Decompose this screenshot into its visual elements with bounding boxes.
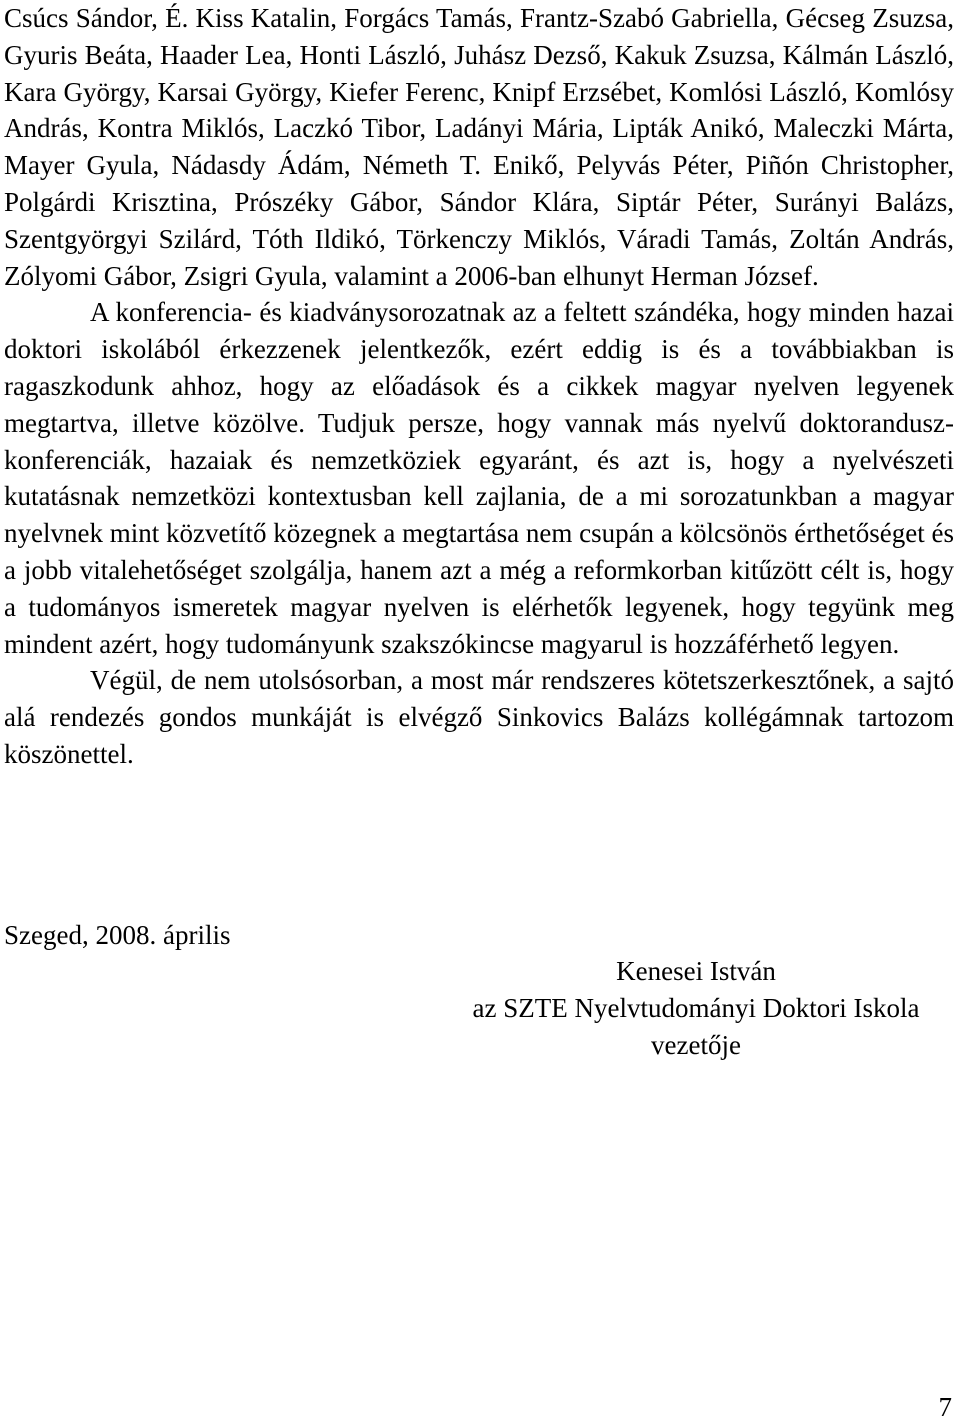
signatory-role: vezetője bbox=[651, 1029, 741, 1060]
signatory-name: Kenesei István bbox=[616, 956, 776, 986]
paragraph-acknowledgement-names: Csúcs Sándor, É. Kiss Katalin, Forgács Tamás, Frantz-Szabó Gabriella, Gécseg Zsuzsa, Gyuris Beáta, Haader Lea, Honti László, Juhász Dezső, Kakuk Zsuzsa, Kálmán László, Kara György, Karsai György, Kiefer Ferenc, Knipf Erzsébet, Komlósi László, Komlósy András, Kontra Miklós, Laczkó Tibor, Ladányi Mária, Lipták Anikó, Maleczki Márta, Mayer Gyula, Nádasdy Ádám, Németh T. Enikő, Pelyvás Péter, Piñón Christopher, Polgárdi Krisztina, Prószéky Gábor, Sándor Klára, Siptár Péter, Surányi Balázs, Szentgyörgyi Szilárd, Tóth Ildikó, Törkenczy Miklós, Váradi Tamás, Zoltán András, Zólyomi Gábor, Zsigri Gyula, valamint a 2006-ban elhunyt Herman József. bbox=[4, 3, 954, 291]
body-text bbox=[4, 0, 954, 773]
paragraph-series-language: A konferencia- és kiadványsorozatnak az a feltett szándéka, hogy minden hazai doktori iskolából érkezzenek jelentkezők, ezért eddig is és a továbbiakban is ragaszkodunk ahhoz, hogy az előadások és a cikkek magyar nyelven legyenek megtartva, illetve közölve. Tudjuk persze, hogy vannak más nyelvű doktorandusz-konferenciák, hazaiak és nemzetköziek egyaránt, és azt is, hogy a nyelvészeti kutatásnak nemzetközi kontextusban kell zajlania, de a mi sorozatunkban a magyar nyelvnek mint közvetítő közegnek a megtartása nem csupán a kölcsönös érthetőséget és a jobb vitalehetőséget szolgálja, hanem azt a még a reformkorban kitűzött célt is, hogy a tudományos ismeretek magyar nyelven is elérhetők legyenek, hogy tegyünk meg mindent azért, hogy tudományunk szakszókincse magyarul is hozzáférhető legyen. bbox=[4, 297, 954, 659]
place-and-date: Szeged, 2008. április bbox=[4, 920, 231, 950]
page-number: 7 bbox=[938, 1392, 952, 1422]
signatory-institution: az SZTE Nyelvtudományi Doktori Iskola bbox=[472, 992, 920, 1023]
signature-block bbox=[438, 953, 954, 1063]
paragraph-editor-thanks: Végül, de nem utolsósorban, a most már rendszeres kötetszerkesztőnek, a sajtó alá rendezés gondos munkáját is elvégző Sinkovics Balázs kollégámnak tartozom köszönettel. bbox=[4, 665, 954, 769]
